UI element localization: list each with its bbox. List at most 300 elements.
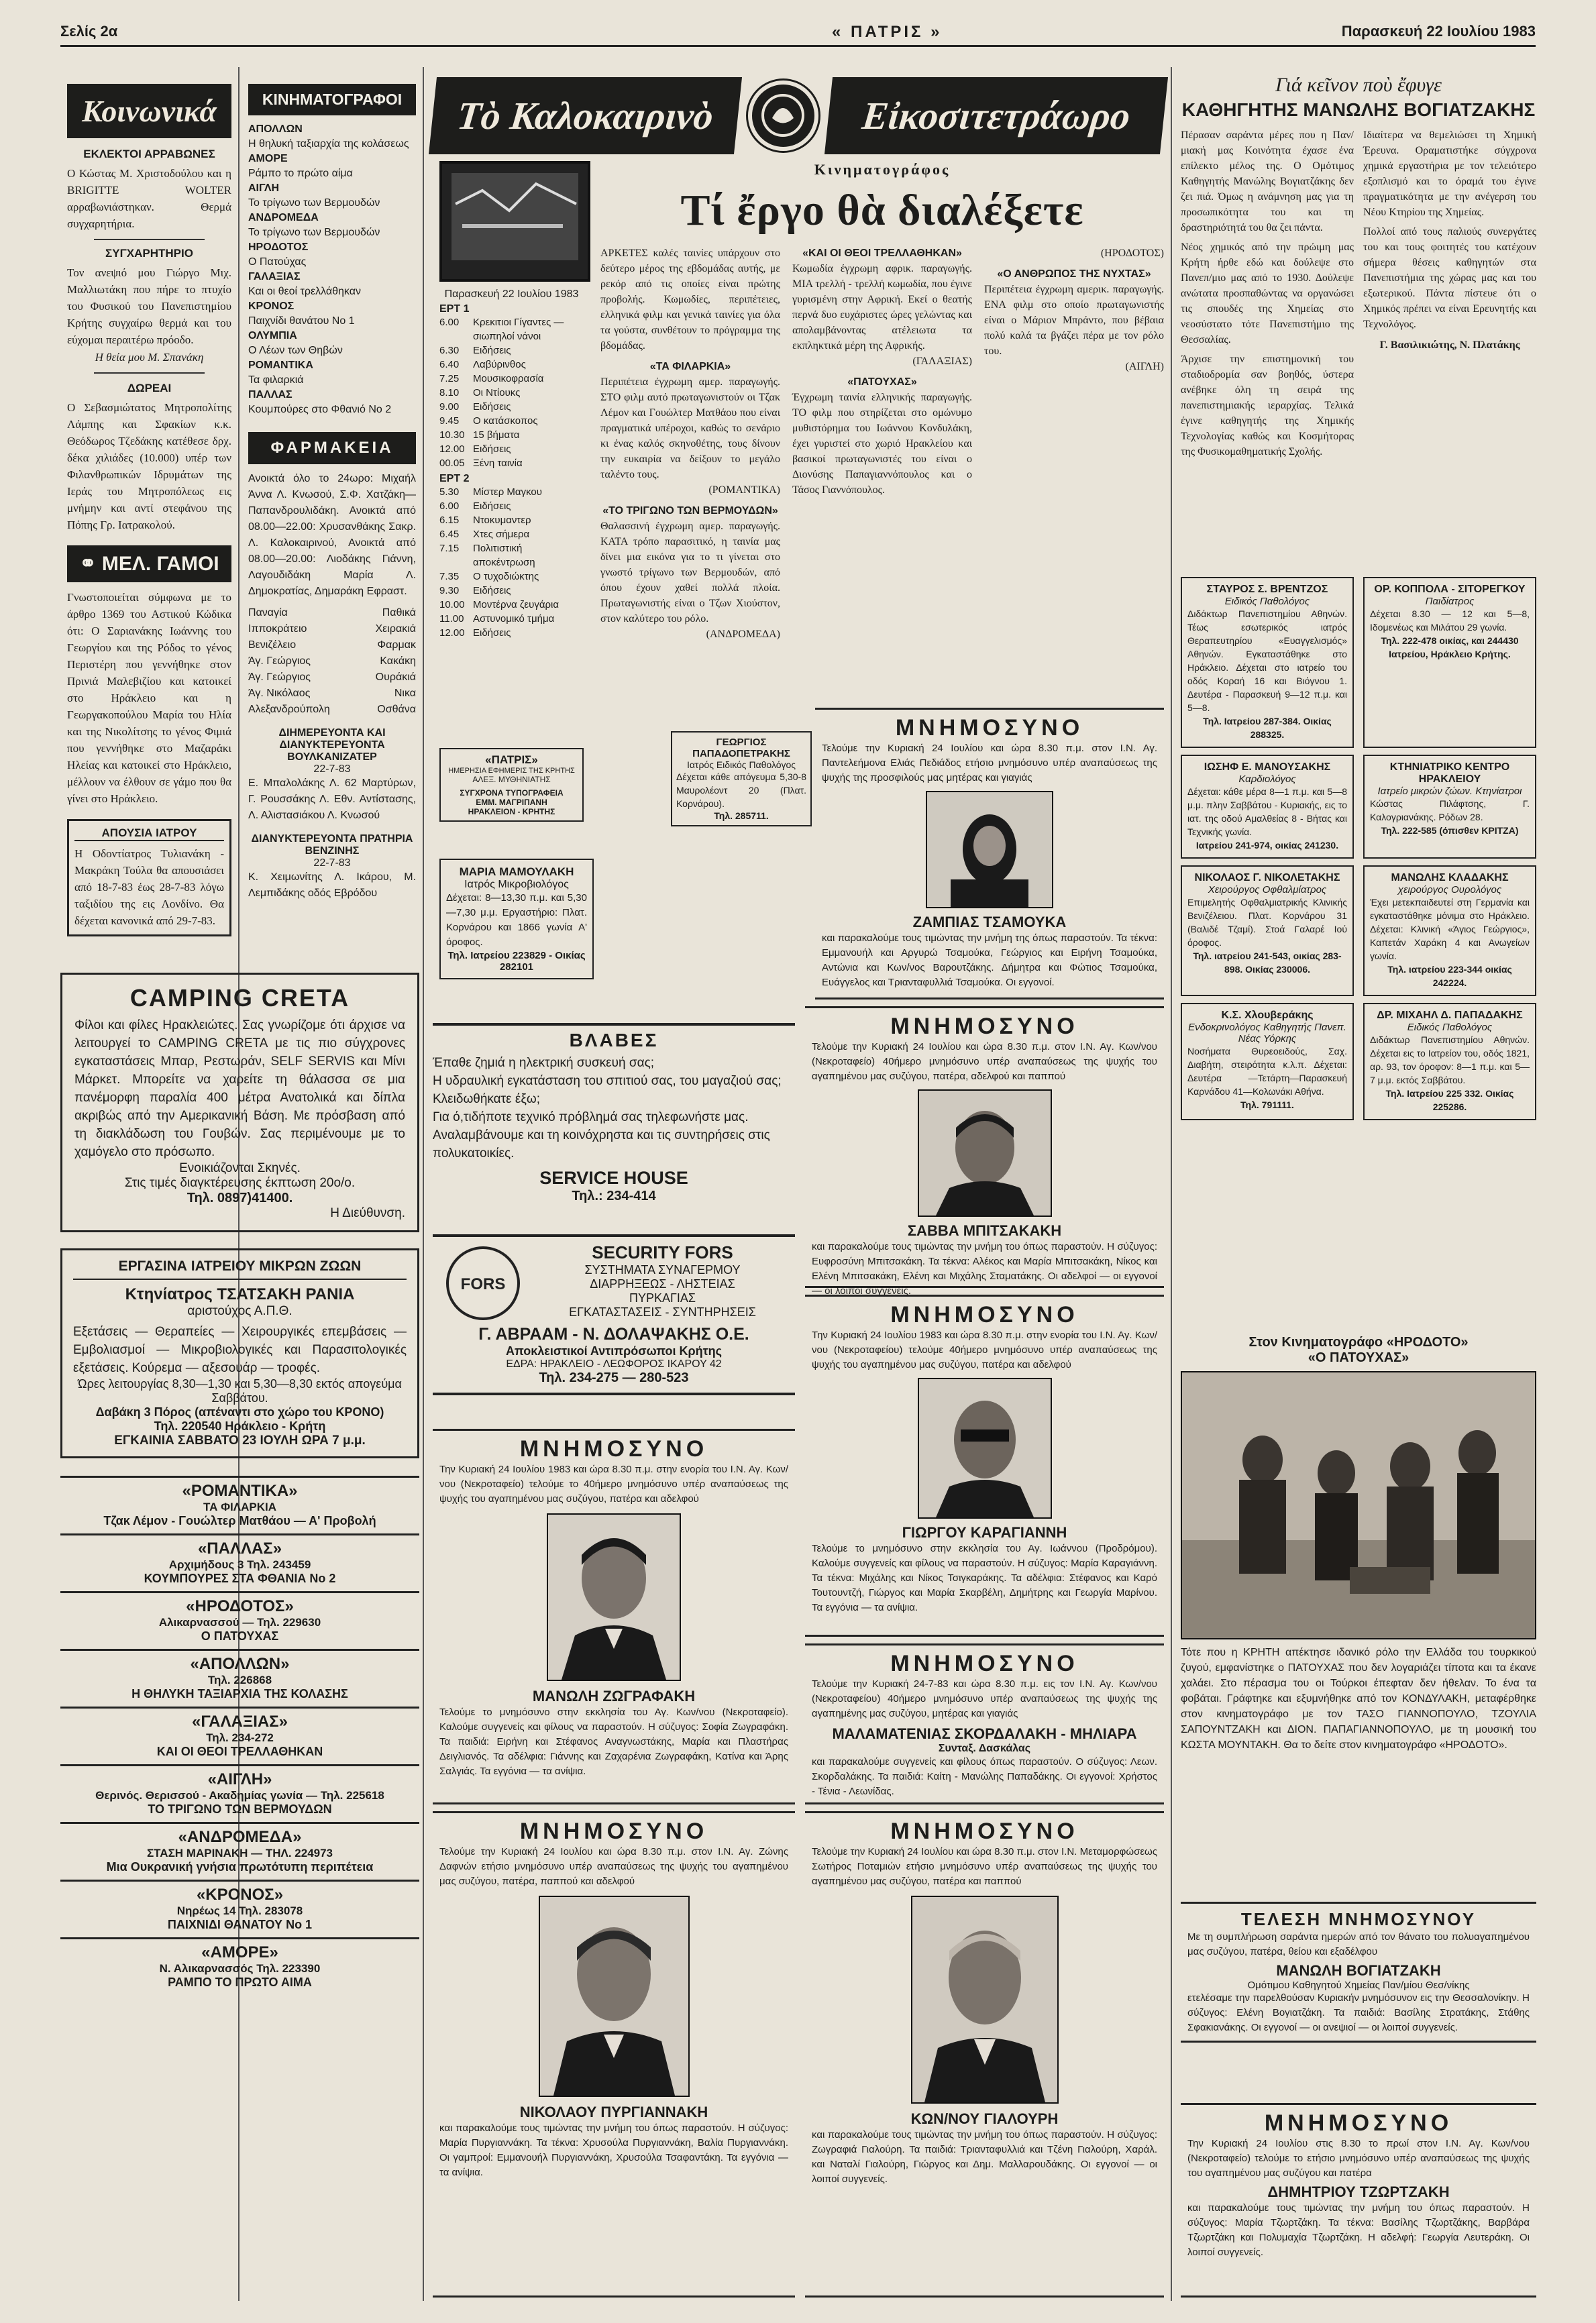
memorial-intro: Με τη συμπλήρωση σαράντα ημερών από τον θάνατο του πολυαγαπημένου μας συζύγου, πατέρα, θείου και εξαδέλφου xyxy=(1187,1931,1530,1957)
cinema-guide-item xyxy=(248,358,416,388)
doctor-ad-phone: Τηλ. 791111. xyxy=(1240,1099,1294,1110)
doctor-ad-name: ΟΡ. ΚΟΠΠΟΛΑ - ΣΙΤΟΡΕΓΚΟΥ xyxy=(1374,584,1526,595)
security-line: ΕΓΚΑΤΑΣΤΑΣΕΙΣ - ΣΥΝΤΗΡΗΣΕΙΣ xyxy=(569,1305,756,1319)
congrats-heading: ΣΥΓΧΑΡΗΤΗΡΙΟ xyxy=(105,247,193,260)
memorial-outro: και παρακαλούμε τους τιμώντας την μνήμη του όπως παραστούν. Η σύζυγος: Ζωγραφιά Γιαλούρη. Τα παιδιά: Τριανταφυλλιά και Τζένη Γιαλούρη, Χαράλ. και Ναταλί Γιαλούρη, Γιώργος και Δημ. Μαλλαρουδάκης. Οι εγγονοί — οι λοιποί συγγενείς. xyxy=(812,2129,1157,2185)
memorial-name: ΜΑΛΑΜΑΤΕΝΙΑΣ ΣΚΟΡΔΑΛΑΚΗ - ΜΗΛΙΑΡΑ xyxy=(832,1725,1137,1742)
cinema-guide-film: Ο Λέων των Θηβών xyxy=(248,345,343,356)
damages-line: Αναλαμβάνουμε και τη κοινόχρηστα και τις συντηρήσεις στις πολυκατοικίες. xyxy=(433,1128,770,1160)
cinema-guide-film: Τα φιλαρκιά xyxy=(248,374,304,386)
petrol-date: 22-7-83 xyxy=(313,857,351,869)
tribute-paragraph: Πολλοί από τους παλιούς συνεργάτες του και τους φοιτητές του κατέχουν σήμερα θέσεις καθηγητών στα Πανεπιστήμια της χώρας μας και του εξωτερικού. Πάντα πίστευε ότι ο Χημικός πρέπει να είναι Ερευνητής και Τεχνολόγος. xyxy=(1363,226,1536,330)
cinema-guide-item xyxy=(248,211,416,240)
cinema-guide-film: Παιχνίδι θανάτου No 1 xyxy=(248,315,355,327)
memorial-heading: ΜΝΗΜΟΣΥΝΟ xyxy=(1264,2110,1453,2136)
cinema-guide-list xyxy=(248,122,416,417)
tv-program-row xyxy=(439,428,584,442)
damages-line: Έπαθε ζημιά η ηλεκτρική συσκευή σας; xyxy=(433,1056,655,1070)
tv-time: 6.30 xyxy=(439,345,460,356)
herodotos-feature xyxy=(1181,1335,1536,1753)
doctor-ads-grid xyxy=(1181,577,1536,1120)
damages-phone: Τηλ.: 234-414 xyxy=(572,1189,656,1203)
pharmacy-name: Κακάκη xyxy=(380,655,416,667)
masthead-left: Τὸ Καλοκαιρινὸ xyxy=(429,77,742,154)
pharmacy-row xyxy=(248,621,416,637)
doctor-ad-text: Διδάκτωρ Πανεπιστημίου Αθηνών. Τέως εσωτερικός ιατρός Θεραπευτηρίου «Ευαγγελισμός» Αθηνών. Εγκαταστάθηκε στο Ηράκλειο. Δέχεται στο ιατρείο του οδός Κοραή 16 και Βιόγνου 1. Δευτέρα - Παρασκευή 9—12 π.μ. και 5—8. xyxy=(1187,608,1347,713)
damages-title: ΒΛΑΒΕΣ xyxy=(569,1030,659,1050)
cinema-guide-item xyxy=(248,299,416,329)
pharmacy-name: Νικα xyxy=(394,688,416,699)
tv-show: Πολιτιστική αποκέντρωση xyxy=(473,543,535,568)
engagement-heading: ΕΚΛΕΚΤΟΙ ΑΡΡΑΒΩΝΕΣ xyxy=(83,148,215,160)
congrats-signature: Η θεία μου Μ. Σπανάκη xyxy=(95,351,204,364)
pharmacy-area: Άγ. Γεώργιος xyxy=(248,671,311,683)
cinema-listing xyxy=(60,1822,419,1880)
doctor-ad-name: ΔΡ. ΜΙΧΑΗΛ Δ. ΠΑΠΑΔΑΚΗΣ xyxy=(1377,1010,1523,1021)
doctor-ad-text: Δέχεται: κάθε μέρα 8—1 π.μ. και 5—8 μ.μ. πλην Σαββάτου - Κυριακής, εις το ιατ. της οδού Αμαλθείας 8 - Βήτας και Τεχνικής γωνία. xyxy=(1187,786,1347,837)
tv-program-row xyxy=(439,584,584,598)
doctor-ad-specialty: Χειρούργος Οφθαλμίατρος xyxy=(1208,884,1327,896)
doctor-ad-specialty: Καρδιολόγος xyxy=(1238,773,1296,785)
pharmacy-area: Αλεξανδρούπολη xyxy=(248,704,330,715)
doctor-ad-text: Κώστας Πιλάφτσης, Γ. Καλογριανάκης. Ρόδων 28. xyxy=(1370,798,1530,822)
security-company: Γ. ΑΒΡΑΑΜ - Ν. ΔΟΛΑΨΑΚΗΣ Ο.Ε. xyxy=(478,1325,749,1344)
cinema-listing xyxy=(60,1533,419,1591)
memorial-outro: και παρακαλούμε τους τιμώντας την μνήμη του όπως παραστούν. Η σύζυγος: Ευφροσύνη Μπιτσακάκη. Τα τέκνα: Αλέκος και Μαρία Μπιτσακάκη, Νίκος και Ελένη Μπιτσακάκη, Ελένη και Μιχάλης Σταματάκης. Οι αδελφοί — οι εγγονοί — οι λοιποί συγγενείς. xyxy=(812,1241,1157,1297)
pharmacies-banner: ΦΑΡΜΑΚΕΙΑ xyxy=(248,432,416,464)
pharmacies-text: Ανοικτά όλο το 24ωρο: Μιχαήλ Άννα Λ. Κνωσού, Σ.Φ. Χατζάκη—Παπανδρουλιδάκη. Ανοικτά από 08.00—22.00: Χρυσανθάκης Σακρ. Λ. Καλοκαιρινού, Ανοικτά από 08.00—20.00: Λιοδάκης Γιάννη, Λαγουδιδάκη Μαρία Λ. Δημοκρατίας, Δημαράκη Εφραστ. xyxy=(248,473,416,597)
cinema-name: «ΑΜΟΡΕ» xyxy=(201,1943,278,1961)
memorial-heading: ΜΝΗΜΟΣΥΝΟ xyxy=(895,715,1084,741)
cinema-address: Τηλ. 234-272 xyxy=(206,1731,274,1744)
donations-text: Ο Σεβασμιώτατος Μητροπολίτης Λάμπης και Σφακίων κ.κ. Θεόδωρος Τζεδάκης κατέθεσε δρχ. δέκα χιλιάδες (10.000) υπέρ των Φιλανθρωπικών Ιδρυμάτων της Ιεράς του Μητροπόλεως εις μνήμην και αντί στεφάνου της Πόπης Γρ. Ιατρακολού. xyxy=(67,401,231,531)
film-heading: «ΤΑ ΦΙΛΑΡΚΙΑ» xyxy=(649,361,731,372)
security-phone: Τηλ. 234-275 — 280-523 xyxy=(539,1370,689,1385)
tv-channel-1-list xyxy=(439,315,584,470)
vet-title: ΕΡΓΑΣΙΝΑ ΙΑΤΡΕΙΟΥ ΜΙΚΡΩΝ ΖΩΩΝ xyxy=(73,1258,407,1280)
cinema-listing xyxy=(60,1476,419,1533)
feature-intro: ΑΡΚΕΤΕΣ καλές ταινίες υπάρχουν στο δεύτερο μέρος της εβδομάδας αυτής, με ρεκόρ από τις οποίες είναι πρώτης προβολής. Κωμωδίες, περιπέτειες, ελληνικά φιλμ και γενικά ταινίες για όλα τα γούστα, συνθέτουν το πρόγραμμα της βδομάδας. xyxy=(600,248,780,352)
doc-p-name: ΓΕΩΡΓΙΟΣ ΠΑΠΑΔΟΠΕΤΡΑΚΗΣ xyxy=(692,737,790,759)
herodotos-head: Στον Κινηματογράφο «ΗΡΟΔΟΤΟ» xyxy=(1248,1335,1469,1350)
tv-channel-1: ΕΡΤ 1 xyxy=(439,303,470,315)
tribute-col-2 xyxy=(1363,127,1536,460)
doctor-ad-name: Κ.Σ. Χλουβεράκης xyxy=(1221,1010,1314,1021)
sun-emblem-icon xyxy=(748,80,818,151)
tv-time: 7.25 xyxy=(439,373,460,384)
cinema-film: Μια Ουκρανική γνήσια πρωτότυπη περιπέτεια xyxy=(106,1860,374,1874)
security-title: SECURITY FORS xyxy=(592,1242,733,1262)
doctor-ad xyxy=(1363,1003,1536,1120)
social-masthead: Κοινωνικά xyxy=(67,84,231,138)
film-heading: «ΚΑΙ ΟΙ ΘΕΟΙ ΤΡΕΛΛΑΘΗΚΑΝ» xyxy=(802,248,962,259)
portrait-photo xyxy=(911,1896,1059,2104)
engagement-text: Ο Κώστας Μ. Χριστοδούλου και η BRIGITTE WOLTER αρραβωνιάστηκαν. Θερμά συγχαρητήρια. xyxy=(67,167,231,230)
rings-icon: ⚭ xyxy=(79,553,102,575)
memorial-heading: ΜΝΗΜΟΣΥΝΟ xyxy=(519,1436,708,1462)
doc-m-phone: Τηλ. Ιατρείου 223829 - Οικίας 282101 xyxy=(447,950,586,973)
cinema-address: Αρχιμήδους 3 Τηλ. 243459 xyxy=(168,1558,311,1571)
tv-time: 7.35 xyxy=(439,571,460,582)
cinema-guide-cinema: ΑΠΟΛΛΩΝ xyxy=(248,123,303,135)
memorial-sub: Ομότιμου Καθηγητού Χημείας Παν/μίου Θεσ/νίκης xyxy=(1247,1980,1470,1991)
doctor-ad-phone: Τηλ. 222-585 (όπισθεν ΚΡΙΤΖΑ) xyxy=(1381,825,1519,836)
tv-show: Χτες σήμερα xyxy=(473,529,530,540)
pharmacy-name: Φαρμακ xyxy=(377,639,416,651)
film-text: Θαλασσινή έγχρωμη αμερ. παραγωγής. ΚΑΤΑ τρόπο παρασιτικό, η ταινία μας δίνει μια εικόνα για το τι γίνεται στο γνωστό τρίγωνο των Βερμουδών, από όπου έχουν χαθεί πολλά πλοία. Πρωταγωνιστής είναι ο Τζων Χιούστον, στον καλύτερο του ρόλο. xyxy=(600,521,780,625)
memorial-outro: Τελούμε το μνημόσυνο στην εκκλησία του Αγ. Ιωάννου (Προδρόμου). Καλούμε συγγενείς και φίλους να παραστούν. Η σύζυγος: Μαρία Καραγιάννη. Τα τέκνα: Μιχάλης και Νίκος Τσιγκαράκης. Τα αδέλφια: Στέφανος και Καρό Τουτουντζή, Γιώργος και Μαρία Σκαρβέλη, Δημήτρης και Γεωργία Μαρίνου. Τα εγγόνια — τα ανίψια. xyxy=(812,1543,1157,1613)
printer-line: ΣΥΓΧΡΟΝΑ ΤΥΠΟΓΡΑΦΕΙΑ xyxy=(460,788,564,798)
tv-show: Ειδήσεις xyxy=(473,345,511,356)
tv-program-row xyxy=(439,626,584,640)
cinema-address: ΤΑ ΦΙΛΑΡΚΙΑ xyxy=(203,1501,277,1513)
cinema-listings xyxy=(60,1476,419,1995)
pharmacy-row xyxy=(248,686,416,702)
memorial-intro: Την Κυριακή 24 Ιουλίου 1983 και ώρα 8.30 π.μ. στην ενορία του Ι.Ν. Αγ. Κων/νου (Νεκροταφείου) τελούμε 40ήμερο μνημόσυνο υπέρ αναπαύσεως της ψυχής του αγαπημένου μας συζύγου, πατέρα και αδελφού xyxy=(812,1330,1157,1370)
tv-time: 9.30 xyxy=(439,585,460,596)
film-cinema: (ΑΙΓΛΗ) xyxy=(1125,361,1164,372)
feature-col-2 xyxy=(792,246,972,642)
tribute-paragraph: Πέρασαν σαράντα μέρες που η Παν/μιακή μας Κοινότητα έχασε ένα επίλεκτο μέλος της. Ο Ομότιμος Καθηγητής Μανώλης Βογιατζάκης δεν ζει πιά. Όμως η ανάμνηση μας για τη προσωπικότητα του και τη δραστηριότητά του θα ζει πάντα. xyxy=(1181,129,1354,233)
tv-time: 10.30 xyxy=(439,429,465,441)
doctor-ad-text: Δέχεται 8.30 — 12 και 5—8, Ιδομενέως και Μιλάτου 29 γωνία. xyxy=(1370,608,1530,633)
cinema-name: «ΗΡΟΔΟΤΟΣ» xyxy=(186,1597,294,1615)
doc-p-spec: Ιατρός Ειδικός Παθολόγος xyxy=(686,759,796,770)
tv-time: 00.05 xyxy=(439,457,465,469)
film-cinema: (ΡΟΜΑΝΤΙΚΑ) xyxy=(708,484,780,496)
security-ad-text xyxy=(533,1242,792,1319)
feature-col-3 xyxy=(984,246,1164,642)
cinema-guide-film: Κουμπούρες στο Φθανιό No 2 xyxy=(248,404,392,415)
doctor-ad-phone: Τηλ. ιατρείου 241-543, οικίας 283-898. Οικίας 230006. xyxy=(1193,951,1342,975)
pharmacy-row xyxy=(248,702,416,718)
tribute-paragraph: Νέος χημικός από την πρώιμη μας Κρήτη ήρθε εδώ και δούλεψε στο Πανεπ/μιο μας από το 1930. Δούλεψε ανώτατα προσπαθώντας να οργανώσει τις σπουδές της Χημείας στο νεοσύστατο τότε Πανεπιστήμιο της Θεσσαλίας. xyxy=(1181,241,1354,345)
film-heading: «ΠΑΤΟΥΧΑΣ» xyxy=(847,376,917,388)
doctor-ad-text: Έχει μετεκπαιδευτεί στη Γερμανία και εγκαταστάθηκε μόνιμα στο Ηράκλειο. Δέχεται: Κλινική «Άγιος Γεώργιος», Καπετάν Χαράκη 4 και Ανωγείων γωνία. xyxy=(1370,897,1530,961)
doctor-ad xyxy=(1181,1003,1354,1120)
memorial-notice xyxy=(433,1811,795,2298)
cinema-guide-film: Ράμπο το πρώτο αίμα xyxy=(248,168,353,179)
tribute-paragraph: Ιδιαίτερα να θεμελιώσει τη Χημική Έρευνα. Οραματιστήκε σύγχρονα χημικά εργαστήρια με τον τελειότερο εξοπλισμό και το όραμά του έγινε πραγματικότητα με την ανέγερση του Νέου Κτηρίου της Χημείας. xyxy=(1363,129,1536,218)
tv-date: Παρασκευή 22 Ιουλίου 1983 xyxy=(444,288,579,300)
memorial-heading: ΜΝΗΜΟΣΥΝΟ xyxy=(890,1014,1079,1039)
memorial-name: ΣΑΒΒΑ ΜΠΙΤΣΑΚΑΚΗ xyxy=(907,1222,1062,1239)
doctor-ad-specialty: Ειδικός Παθολόγος xyxy=(1224,596,1310,607)
film-cinema: (ΗΡΟΔΟΤΟΣ) xyxy=(1100,248,1164,259)
security-line: ΔΙΑΡΡΗΞΕΩΣ - ΛΗΣΤΕΙΑΣ xyxy=(590,1277,735,1291)
film-text: Κωμωδία έγχρωμη αφρικ. παραγωγής. ΜΙΑ τρελλή - τρελλή κωμωδία, που έγινε γυρισμένη στην Αφρική. Εκεί ο θεατής περνά δυο ευχάριστες ώρες γελώντας και απολαμβάνοντας ατέλειωτα τα εκπληκτικά μέρη της Αφρικής. xyxy=(792,263,972,352)
printer-ad xyxy=(439,748,584,822)
memorial-intro: Τελούμε την Κυριακή 24-7-83 και ώρα 8.30 π.μ. εις τον Ι.Ν. Αγ. Κων/νου (Νεκροταφείου) 40ήμερο μνημόσυνο υπέρ αναπαύσεως της ψυχής της αγαπημένης μας συζύγου, μητέρας και γιαγιάς xyxy=(812,1678,1157,1719)
doctor-papadopetrakis-ad xyxy=(671,731,812,826)
memorial-intro: Τελούμε την Κυριακή 24 Ιουλίου και ώρα 8.30 π.μ. στον Ι.Ν. Αγ. Κων/νου (Νεκροταφείο) 40ήμερο μνημόσυνο υπέρ αναπαύσεως της ψυχής του αγαπημένου μας συζύγου, πατέρα, αδελφού και παππού xyxy=(812,1041,1157,1082)
doctor-mamoulaki-ad xyxy=(439,859,594,979)
shield-logo-icon xyxy=(446,1246,520,1320)
weddings-title: ΜΕΛ. ΓΑΜΟΙ xyxy=(101,553,219,575)
doctor-ad-name: ΙΩΣΗΦ Ε. ΜΑΝΟΥΣΑΚΗΣ xyxy=(1204,761,1331,773)
tv-time: 6.00 xyxy=(439,317,460,328)
tribute-col-1 xyxy=(1181,127,1354,460)
damages-lines xyxy=(433,1054,795,1163)
vet-phone: Τηλ. 220540 Ηράκλειο - Κρήτη xyxy=(154,1419,326,1433)
cinema-name: «ΡΟΜΑΝΤΙΚΑ» xyxy=(182,1482,298,1500)
issue-date: Παρασκευή 22 Ιουλίου 1983 xyxy=(1341,23,1536,40)
pharmacy-name: Οσθάνα xyxy=(377,704,416,715)
tv-program-row xyxy=(439,527,584,541)
doc-p-phone: Τηλ. 285711. xyxy=(714,810,769,821)
vet-name: Κτηνίατρος ΤΣΑΤΣΑΚΗ ΡΑΝΙΑ xyxy=(125,1285,355,1303)
vet-sub: αριστούχος Α.Π.Θ. xyxy=(187,1304,292,1318)
security-logo-text: FORS xyxy=(460,1275,506,1293)
cinema-guide-item xyxy=(248,152,416,181)
cinemas-banner: ΚΙΝΗΜΑΤΟΓΡΑΦΟΙ xyxy=(248,84,416,115)
memorial-notice xyxy=(815,708,1164,1000)
pharmacy-area: Βενιζέλειο xyxy=(248,639,297,651)
film-text: Περιπέτεια έγχρωμη αμερ. παραγωγής. ΣΤΟ φιλμ αυτό πρωταγωνιστούν οι Τζακ Λέμον και Γουώλτερ Ματθάου που είναι πραγματικά υπέροχοι, καθώς το σενάριο κι ένας καλός σκηνοθέτης, τους δίνουν την ευκαιρία να δείξουν το μεγάλο ταλέντο τους. xyxy=(600,376,780,480)
cinema-address: Ν. Αλικαρνασσός Τηλ. 223390 xyxy=(159,1962,321,1975)
film-cinema: (ΑΝΔΡΟΜΕΔΑ) xyxy=(706,629,780,640)
doctor-ad-text: Νοσήματα Θυρεοειδούς, Σαχ. Διαβήτη, στειρότητα κ.λ.π. Δέχεται: Δευτέρα —Τετάρτη—Παρασκευή Καρνάδου 41—Κολωνάκι Αθήνα. xyxy=(1187,1046,1347,1097)
social-column xyxy=(67,84,231,936)
tv-time: 8.10 xyxy=(439,387,460,398)
pharmacy-area: Παναγία xyxy=(248,607,288,618)
tv-show: Ειδήσεις xyxy=(473,585,511,596)
tv-channel-2: ΕΡΤ 2 xyxy=(439,473,470,484)
tv-show: Μουσικοφρασία xyxy=(473,373,544,384)
doctor-ad xyxy=(1181,865,1354,996)
security-line: ΣΥΣΤΗΜΑΤΑ ΣΥΝΑΓΕΡΜΟΥ xyxy=(584,1263,741,1277)
memorial-notice xyxy=(805,1295,1164,1637)
damages-company: SERVICE HOUSE xyxy=(539,1168,688,1188)
security-address: ΕΔΡΑ: ΗΡΑΚΛΕΙΟ - ΛΕΩΦΟΡΟΣ ΙΚΑΡΟΥ 42 xyxy=(506,1358,722,1370)
memorial-outro: και παρακαλούμε τους τιμώντας την μνήμη της όπως παραστούν. Τα τέκνα: Εμμανουήλ και Αργυρώ Τσαμούκα, Γεώργιος και Ειρήνη Τσαμούκα, Αντώνια και Κων/νος Βαρουτζάκης. Δήμητρα και Φώτιος Τσαμούκα, Ευάγγελος και Τριανταφυλλιά Τσαμούκα. Οι εγγονοί. xyxy=(822,932,1157,988)
tv-show: Οι Ντίουκς xyxy=(473,387,521,398)
doctor-ad-name: ΣΤΑΥΡΟΣ Σ. ΒΡΕΝΤΖΟΣ xyxy=(1206,584,1328,595)
film-heading: «Ο ΑΝΘΡΩΠΟΣ ΤΗΣ ΝΥΧΤΑΣ» xyxy=(997,268,1151,280)
vet-opening: ΕΓΚΑΙΝΙΑ ΣΑΒΒΑΤΟ 23 ΙΟΥΛΗ ΩΡΑ 7 μ.μ. xyxy=(114,1434,366,1448)
cinema-guide-cinema: ΚΡΟΝΟΣ xyxy=(248,301,295,312)
doctor-ad-phone: Τηλ. Ιατρείου 287-384. Οικίας 288325. xyxy=(1203,716,1332,740)
tribute-columns xyxy=(1181,127,1536,460)
tv-show: Μίστερ Μαγκου xyxy=(473,486,542,498)
vulcanizers-text: Ε. Μπαλολάκης Λ. 62 Μαρτύρων, Γ. Ρουσσάκης Λ. Εθν. Αντίστασης, Λ. Αλιστασιάκου Λ. Κνωσού xyxy=(248,777,416,821)
doctor-ad-text: Διδάκτωρ Πανεπιστημίου Αθηνών. Δέχεται εις το Ιατρείον του, οδός 1821, αρ. 93, τον όροφον: 8—1 π.μ. και 5—7 μ.μ. εκτός Σαββάτου. xyxy=(1370,1034,1530,1085)
tv-show: Ξένη ταινία xyxy=(473,457,523,469)
security-sub: Αποκλειστικοί Αντιπρόσωποι Κρήτης xyxy=(505,1344,723,1358)
doctor-ad-phone: Τηλ. Ιατρείου 225 332. Οικίας 225286. xyxy=(1385,1088,1514,1112)
column-rule xyxy=(1171,67,1172,2301)
guide-column xyxy=(248,84,416,902)
memorial-name: ΜΑΝΩΛΗ ΖΩΓΡΑΦΑΚΗ xyxy=(532,1688,696,1705)
tv-channel-2-list xyxy=(439,485,584,640)
memorial-heading: ΜΝΗΜΟΣΥΝΟ xyxy=(890,1302,1079,1328)
tv-time: 6.00 xyxy=(439,500,460,512)
feature-title: Τί ἔργο θὰ διαλέξετε xyxy=(680,186,1084,235)
doctor-ad-text: Επιμελητής Οφθαλμιατρικής Κλινικής Βενιζέλειου. Πλατ. Κορνάρου 31 (Βαλιδέ Τζαμί). Στοά Γαλαρέ Ιού όροφος. xyxy=(1187,897,1347,948)
tv-show: Ειδήσεις xyxy=(473,627,511,639)
tribute-paragraph: Άρχισε την επιστημονική του σταδιοδρομία σαν βοηθός, ύστερα ανέβηκε όλη τη σειρά της πανεπιστημιακής ιεραρχίας. Τελικά έγινε καθηγητής της Χημικής Τεχνολογίας καθώς και Κοσμήτορας της Φυσικομαθηματικής Σχολής. xyxy=(1181,354,1354,457)
camping-title: CAMPING CRETA xyxy=(129,984,350,1012)
memorial-heading: ΜΝΗΜΟΣΥΝΟ xyxy=(890,1651,1079,1676)
feature-col-1 xyxy=(600,246,780,642)
doctor-ad-phone: Ιατρείου 241-974, οικίας 241230. xyxy=(1195,840,1339,851)
doctor-ad-name: ΜΑΝΩΛΗΣ ΚΛΑΔΑΚΗΣ xyxy=(1391,872,1509,883)
tv-program-row xyxy=(439,315,584,343)
cinema-guide-cinema: ΡΟΜΑΝΤΙΚΑ xyxy=(248,360,313,371)
damages-line: Η υδραυλική εγκατάσταση του σπιτιού σας, του μαγαζιού σας; xyxy=(433,1074,782,1088)
damages-ad xyxy=(433,1023,795,1204)
cinema-name: «ΓΑΛΑΞΙΑΣ» xyxy=(191,1713,288,1731)
cinema-film: ΚΟΥΜΠΟΥΡΕΣ ΣΤΑ ΦΘΑΝΙΑ No 2 xyxy=(144,1572,336,1585)
cinema-guide-cinema: ΑΝΔΡΟΜΕΔΑ xyxy=(248,212,319,223)
tv-program-row xyxy=(439,499,584,513)
film-text: Έγχρωμη ταινία ελληνικής παραγωγής. ΤΟ φιλμ που στηρίζεται στο ομώνυμο μυθιστόρημα του Ιωάννου Κονδυλάκη, έχει γυριστεί στο χωριό Ηρακλείου και βασικοί πρωταγωνιστές του είναι ο Διονύσης Παπαγιαννόπουλος και ο Τάσος Γιαννόπουλος. xyxy=(792,392,972,496)
camping-text: Φίλοι και φίλες Ηρακλειώτες. Σας γνωρίζομε ότι άρχισε να λειτουργεί το CAMPING CRETA με τις πιο σύγχρονες εγκαταστάσεις Μπαρ, Ρεστωράν, SELF SERVIS και Μίνι Μάρκετ. Μπορείτε να χαρείτε τη θάλασσα σε μια πανέμορφη παραλία 400 μέτρα Ανατολικά και δίπλα ακριβώς από την Αμερικανική Βάση. Με πρόσβαση από τη διακλάδωση του Γουβών. Σας περιμένουμε με το χαμόγελο στο πρόσωπο. xyxy=(74,1018,405,1159)
newspaper-name: « ΠΑΤΡΙΣ » xyxy=(832,23,943,41)
doctor-ad xyxy=(1181,577,1354,748)
cinema-listing xyxy=(60,1937,419,1995)
cinema-guide-film: Και οι θεοί τρελλάθηκαν xyxy=(248,286,361,297)
camping-signature: Η Διεύθυνση. xyxy=(330,1206,405,1220)
doc-m-name: ΜΑΡΙΑ ΜΑΜΟΥΛΑΚΗ xyxy=(459,865,574,878)
tv-program-row xyxy=(439,400,584,414)
doc-p-text: Δέχεται κάθε απόγευμα 5,30-8 Μαυρολέοντ 20 (Πλατ. Κορνάρου). xyxy=(676,771,806,809)
tv-time: 12.00 xyxy=(439,627,465,639)
printer-sub: ΗΜΕΡΗΣΙΑ ΕΦΗΜΕΡΙΣ ΤΗΣ ΚΡΗΤΗΣ xyxy=(448,767,575,775)
cinema-film: ΤΟ ΤΡΙΓΩΝΟ ΤΩΝ ΒΕΡΜΟΥΔΩΝ xyxy=(148,1802,332,1816)
cinema-guide-item xyxy=(248,122,416,152)
memorial-sub: Συνταξ. Δασκάλας xyxy=(938,1743,1031,1754)
tv-time: 6.15 xyxy=(439,515,460,526)
cinema-listing xyxy=(60,1880,419,1937)
memorial-outro: ετελέσαμε την παρελθούσαν Κυριακήν μνημόσυνον εις την Θεσσαλονίκην. Η σύζυγος: Ελένη Βογιατζάκη. Τα παιδιά: Βασίλης Στρατάκης, Στάθης Σφακιανάκης. Οι εγγονοί — οι ανεψιοί — οι λοιποί συγγενείς. xyxy=(1187,1992,1530,2033)
printer-title: «ΠΑΤΡΙΣ» xyxy=(485,753,538,766)
camping-phone: Τηλ. 0897)41400. xyxy=(187,1191,293,1205)
cinema-feature xyxy=(600,161,1164,642)
memorial-notice xyxy=(805,1643,1164,1804)
memorial-name: ΚΩΝ/ΝΟΥ ΓΙΑΛΟΥΡΗ xyxy=(910,2110,1059,2127)
memorial-name: ΖΑΜΠΙΑΣ ΤΣΑΜΟΥΚΑ xyxy=(912,914,1067,930)
pharmacy-area: Άγ. Νικόλαος xyxy=(248,688,311,699)
doctor-ad xyxy=(1181,755,1354,859)
portrait-photo xyxy=(539,1896,690,2097)
cinema-guide-film: Η θηλυκή ταξιαρχία της κολάσεως xyxy=(248,138,409,150)
tv-program-row xyxy=(439,358,584,372)
doctor-ad-name: ΚΤΗΝΙΑΤΡΙΚΟ ΚΕΝΤΡΟ ΗΡΑΚΛΕΙΟΥ xyxy=(1389,761,1510,785)
doctor-ad xyxy=(1363,577,1536,748)
cinema-guide-film: Το τρίγωνο των Βερμουδών xyxy=(248,197,380,209)
memorial-notice xyxy=(433,1429,795,1804)
cinema-listing xyxy=(60,1591,419,1649)
cinema-film: ΡΑΜΠΟ ΤΟ ΠΡΩΤΟ ΑΙΜΑ xyxy=(168,1976,312,1989)
tribute-kicker: Γιά κεῖνον ποὺ ἔφυγε xyxy=(1275,74,1442,96)
security-ad xyxy=(433,1234,795,1395)
tv-show: Ο τυχοδιώκτης xyxy=(473,571,539,582)
cinema-film: ΚΑΙ ΟΙ ΘΕΟΙ ΤΡΕΛΛΑΘΗΚΑΝ xyxy=(156,1745,323,1758)
doctor-ad-specialty: Ενδοκρινολόγος Καθηγητής Πανεπ. Νέας Υόρκης xyxy=(1188,1022,1346,1044)
cinema-name: «ΑΙΓΛΗ» xyxy=(207,1770,272,1788)
memorial-name: ΔΗΜΗΤΡΙΟΥ ΤΖΩΡΤΖΑΚΗ xyxy=(1267,2183,1450,2200)
doctor-ad xyxy=(1363,865,1536,996)
page-header xyxy=(60,20,1536,47)
portrait-photo xyxy=(547,1513,681,1681)
cinema-address: Θερινός. Θερισσού - Ακαδημίας γωνία — Τηλ. 225618 xyxy=(95,1789,384,1802)
portrait-photo xyxy=(918,1089,1052,1217)
tv-program-row xyxy=(439,343,584,358)
feature-columns xyxy=(600,246,1164,642)
divider xyxy=(94,239,205,240)
tv-time: 9.45 xyxy=(439,415,460,427)
cinema-film: Ο ΠΑΤΟΥΧΑΣ xyxy=(201,1629,279,1643)
memorial-notice xyxy=(805,1006,1164,1297)
cinema-guide-item xyxy=(248,240,416,270)
pharmacy-row xyxy=(248,637,416,653)
cinema-name: «ΑΝΔΡΟΜΕΔΑ» xyxy=(178,1828,302,1846)
cinema-name: «ΑΠΟΛΛΩΝ» xyxy=(190,1655,290,1673)
tv-program-row xyxy=(439,513,584,527)
cinema-film: Η ΘΗΛΥΚΗ ΤΑΞΙΑΡΧΙΑ ΤΗΣ ΚΟΛΑΣΗΣ xyxy=(131,1687,348,1700)
security-line: ΠΥΡΚΑΓΙΑΣ xyxy=(629,1291,696,1305)
tv-time: 9.00 xyxy=(439,401,460,413)
doc-m-spec: Ιατρός Μικροβιολόγος xyxy=(464,879,569,890)
camping-ad xyxy=(60,973,419,1232)
summer-masthead xyxy=(433,77,1164,154)
tv-show: Ειδήσεις xyxy=(473,401,511,413)
tv-show: Ειδήσεις xyxy=(473,443,511,455)
memorial-intro: Τελούμε την Κυριακή 24 Ιουλίου και ώρα 8.30 π.μ. στον Ι.Ν. Μεταμορφώσεως Σωτήρος Ποταμιών ετήσιο μνημόσυνο υπέρ αναπαύσεως της ψυχής του αγαπημένου μας συζύγου, πατέρα και παππού xyxy=(812,1846,1157,1887)
doctor-ad-phone: Τηλ. ιατρείου 223-344 οικίας 242224. xyxy=(1387,964,1512,988)
cinema-guide-cinema: ΑΜΟΡΕ xyxy=(248,153,288,164)
pharmacy-area: Ιπποκράτειο xyxy=(248,623,307,635)
tv-program-row xyxy=(439,372,584,386)
doctor-ad-specialty: Ιατρείο μικρών ζώων. Κτηνίατροι xyxy=(1377,786,1522,797)
tv-show: 15 βήματα xyxy=(473,429,520,441)
film-heading: «ΤΟ ΤΡΙΓΩΝΟ ΤΩΝ ΒΕΡΜΟΥΔΩΝ» xyxy=(602,505,778,517)
tribute-title: ΚΑΘΗΓΗΤΗΣ ΜΑΝΩΛΗΣ ΒΟΓΙΑΤΖΑΚΗΣ xyxy=(1181,99,1536,120)
congrats-text: Τον ανεψιό μου Γιώργο Μιχ. Μαλλιωτάκη που πήρε το πτυχίο του Φυσικού του Πανεπιστημίου Κρήτης συγχαίρω θερμά και του εύχομαι περαιτέρω πρόοδο. xyxy=(67,266,231,346)
tv-program-row xyxy=(439,442,584,456)
doctor-away-text: Η Οδοντίατρος Τυλιανάκη - Μακράκη Τούλα θα απουσιάσει από 18-7-83 έως 28-7-83 λόγω ταξιδίου της εις Λονδίνο. Θα δέχεται κανονικά από 29-7-83. xyxy=(74,847,224,927)
pharmacies-table xyxy=(248,605,416,718)
cinema-name: «ΚΡΟΝΟΣ» xyxy=(196,1886,284,1904)
tv-time: 7.15 xyxy=(439,543,460,554)
camping-rent: Ενοικιάζονται Σκηνές. xyxy=(179,1161,301,1175)
cinema-name: «ΠΑΛΛΑΣ» xyxy=(197,1539,282,1558)
cinema-guide-film: Ο Πατούχας xyxy=(248,256,307,268)
cinema-guide-film: Το τρίγωνο των Βερμουδών xyxy=(248,227,380,238)
memorial-intro: Την Κυριακή 24 Ιουλίου στις 8.30 το πρωί στον Ι.Ν. Αγ. Κων/νου (Νεκροταφείο) τελούμε το ετήσιο μνημόσυνο υπέρ αναπαύσεως της ψυχής του αγαπημένου μας συζύγου και πατέρα xyxy=(1187,2138,1530,2179)
memorial-name: ΜΑΝΩΛΗ ΒΟΓΙΑΤΖΑΚΗ xyxy=(1276,1962,1441,1979)
cinema-film: Τζακ Λέμον - Γουώλτερ Ματθάου — Α' Προβολή xyxy=(103,1514,376,1527)
damages-line: Κλειδωθήκατε έξω; xyxy=(433,1092,541,1106)
tv-program xyxy=(439,288,584,640)
camping-info: Στις τιμές διαγκτέρευσης έκπτωση 20ο/ο. xyxy=(124,1176,356,1190)
tv-show: Μοντέρνα ζευγάρια xyxy=(473,599,560,610)
herodotos-caption: Τότε που η ΚΡΗΤΗ απέκτησε ιδανικό ρόλο την Ελλάδα του τουρκικού ζυγού, εμφανίστηκε ο ΠΑΤΟΥΧΑΣ που δεν λογαριάζει τίποτα και τα έκανε χαλάει. Στο πέρασμα του οι Τούρκοι έπεφταν δεν ήθελαν. Το ένα τα φοβάται. Γράφτηκε και εξυμνήθηκε από τον ΚΟΝΔΥΛΑΚΗ, μεταφέρθηκε στον κινηματογράφο με τον ΤΑΣΟ ΓΙΑΝΝΟΠΟΥΛΟ, ΤΖΟΥΛΙΑ ΣΑΠΟΥΝΤΖΑΚΗ και ΔΙΟΝ. ΠΑΠΑΓΙΑΝΝΟΠΟΥΛΟ, με τη μουσική του ΚΩΣΤΑ ΜΟΥΝΤΑΚΗ. Θα το δείτε στον κινηματογράφο «ΗΡΟΔΟΤΟ». xyxy=(1181,1647,1536,1751)
vet-hours: Ώρες λειτουργίας 8,30—1,30 και 5,30—8,30 εκτός απογεύμα Σαββάτου. xyxy=(78,1377,402,1405)
tribute-article xyxy=(1181,74,1536,460)
cinema-address: Νηρέως 14 Τηλ. 283078 xyxy=(176,1904,303,1917)
doctor-ad-specialty: Ειδικός Παθολόγος xyxy=(1407,1022,1493,1033)
divider xyxy=(94,372,205,374)
printer-city: ΗΡΑΚΛΕΙΟΝ - ΚΡΗΤΗΣ xyxy=(468,807,555,816)
memorial-name: ΓΙΩΡΓΟΥ ΚΑΡΑΓΙΑΝΝΗ xyxy=(902,1524,1067,1541)
tv-show: Ντοκυμαντερ xyxy=(473,515,531,526)
tv-time: 10.00 xyxy=(439,599,465,610)
tv-time: 12.00 xyxy=(439,443,465,455)
cinema-listing xyxy=(60,1764,419,1822)
doctor-ad-name: ΝΙΚΟΛΑΟΣ Γ. ΝΙΚΟΛΕΤΑΚΗΣ xyxy=(1194,872,1340,883)
